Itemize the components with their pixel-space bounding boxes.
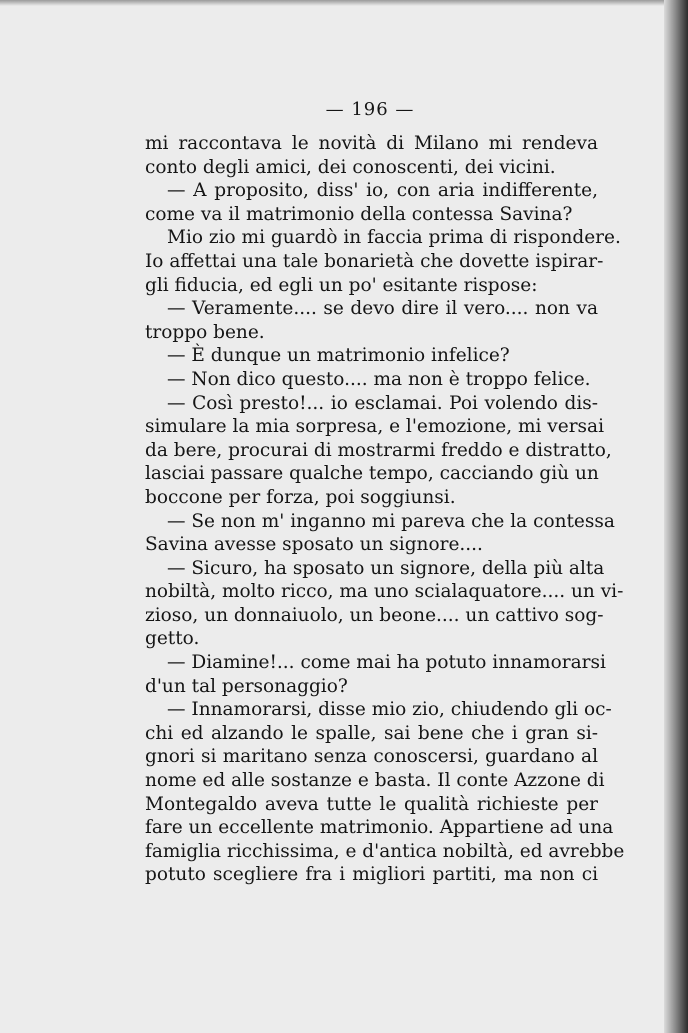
text-line: gnori si maritano senza conoscersi, guardano al — [145, 746, 598, 768]
text-line: — Se non m' inganno mi pareva che la contessa — [167, 510, 615, 532]
text-line: Io affettai una tale bonarietà che dovette ispirar- — [145, 250, 604, 272]
text-line: Savina avesse sposato un signore.... — [145, 534, 483, 556]
text-line: — È dunque un matrimonio infelice? — [167, 345, 510, 367]
text-line: come va il matrimonio della contessa Savina? — [145, 203, 573, 225]
text-line: — Sicuro, ha sposato un signore, della più alta — [167, 557, 605, 579]
text-line: boccone per forza, poi soggiunsi. — [145, 486, 456, 508]
text-line: getto. — [145, 628, 200, 650]
text-line: — Non dico questo.... ma non è troppo felice. — [167, 368, 591, 390]
text-line: zioso, un donnaiuolo, un beone.... un cattivo sog- — [145, 604, 604, 626]
text-line: fare un eccellente matrimonio. Appartiene ad una — [145, 817, 614, 839]
text-line: troppo bene. — [145, 321, 265, 343]
text-line: famiglia ricchissima, e d'antica nobiltà, ed avrebbe — [145, 840, 625, 862]
text-line: mi raccontava le novità di Milano mi rendeva — [145, 133, 598, 154]
text-line: — Diamine!... come mai ha potuto innamorarsi — [167, 652, 606, 674]
text-line: potuto scegliere fra i migliori partiti, ma non ci — [145, 864, 598, 886]
text-line: simulare la mia sorpresa, e l'emozione, mi versai — [145, 416, 604, 438]
text-line: — Così presto!... io esclamai. Poi volendo dis- — [167, 392, 598, 414]
text-line: — A proposito, diss' io, con aria indifferente, — [167, 180, 598, 202]
text-line: nome ed alle sostanze e basta. Il conte Azzone di — [145, 770, 605, 792]
page-top-shadow — [0, 0, 688, 6]
text-line: Mio zio mi guardò in faccia prima di rispondere. — [167, 227, 621, 249]
text-line: chi ed alzando le spalle, sai bene che i gran si- — [145, 722, 598, 744]
text-line: lasciai passare qualche tempo, cacciando giù un — [145, 463, 599, 485]
body-text — [145, 132, 625, 887]
page-number: — 196 — — [325, 99, 415, 120]
text-line: gli fiducia, ed egli un po' esitante rispose: — [145, 274, 538, 296]
text-line: d'un tal personaggio? — [145, 675, 348, 697]
page-binding-shadow — [664, 0, 688, 1033]
text-line: — Veramente.... se devo dire il vero.... non va — [167, 298, 598, 320]
text-line: Montegaldo aveva tutte le qualità richieste per — [145, 793, 598, 815]
text-line: nobiltà, molto ricco, ma uno scialaquatore.... un vi- — [145, 581, 624, 603]
text-line: — Innamorarsi, disse mio zio, chiudendo gli oc- — [167, 699, 612, 721]
text-line: conto degli amici, dei conoscenti, dei vicini. — [145, 156, 556, 178]
text-line: da bere, procurai di mostrarmi freddo e distratto, — [145, 439, 612, 461]
